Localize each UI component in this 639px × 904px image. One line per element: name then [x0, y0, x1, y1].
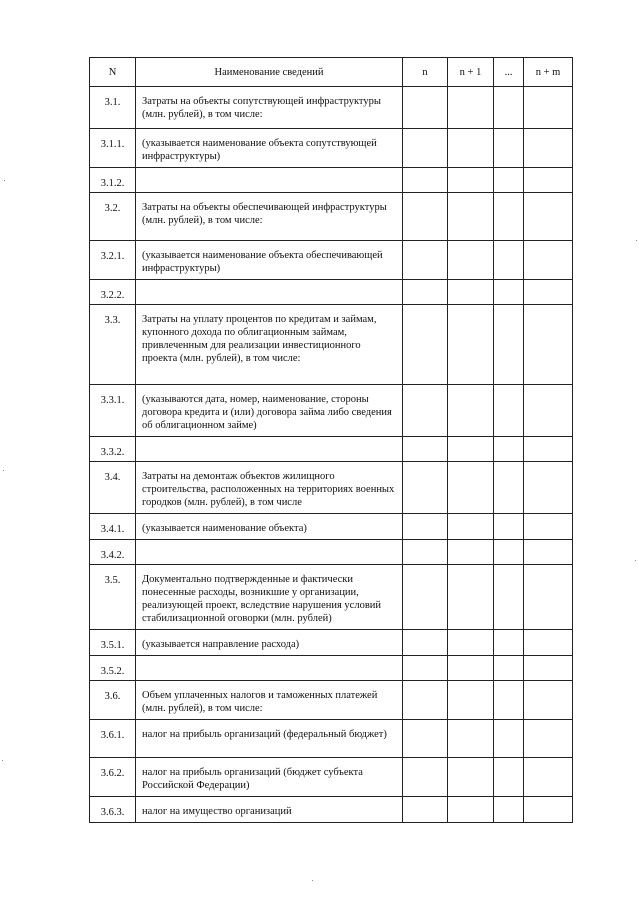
header-name: Наименование сведений — [136, 58, 403, 87]
table-row — [90, 437, 573, 462]
value-n-plus-1-cell — [448, 565, 494, 630]
scan-speck — [636, 240, 637, 241]
value-n-plus-1-cell — [448, 129, 494, 168]
row-name: (указывается наименование объекта сопутствующей инфраструктуры) — [136, 129, 403, 168]
table-row — [90, 87, 573, 129]
value-n-plus-1-cell — [448, 280, 494, 305]
table-row — [90, 385, 573, 437]
value-ellipsis-cell — [494, 514, 524, 540]
row-number: 3.5. — [90, 565, 136, 630]
value-ellipsis-cell — [494, 87, 524, 129]
header-ellipsis: ... — [494, 58, 524, 87]
row-number: 3.3.2. — [90, 437, 136, 462]
table-row — [90, 656, 573, 681]
value-n-plus-m-cell — [524, 87, 573, 129]
value-ellipsis-cell — [494, 168, 524, 193]
value-ellipsis-cell — [494, 280, 524, 305]
row-name — [136, 437, 403, 462]
value-ellipsis-cell — [494, 720, 524, 758]
row-name — [136, 280, 403, 305]
value-n-plus-m-cell — [524, 280, 573, 305]
row-name — [136, 168, 403, 193]
header-number: N — [90, 58, 136, 87]
value-n-plus-1-cell — [448, 514, 494, 540]
value-n-plus-m-cell — [524, 514, 573, 540]
table-row — [90, 565, 573, 630]
row-name — [136, 540, 403, 565]
row-name: Объем уплаченных налогов и таможенных платежей (млн. рублей), в том числе: — [136, 681, 403, 720]
value-n-plus-1-cell — [448, 630, 494, 656]
value-n-plus-1-cell — [448, 462, 494, 514]
value-n-plus-m-cell — [524, 720, 573, 758]
value-ellipsis-cell — [494, 565, 524, 630]
value-n-plus-m-cell — [524, 437, 573, 462]
row-name: (указываются дата, номер, наименование, стороны договора кредита и (или) договора займа либо сведения об облигационном займе) — [136, 385, 403, 437]
table-row — [90, 540, 573, 565]
value-n-cell — [403, 514, 448, 540]
value-n-plus-1-cell — [448, 656, 494, 681]
row-name: налог на прибыль организаций (бюджет субъекта Российской Федерации) — [136, 758, 403, 797]
value-n-plus-m-cell — [524, 630, 573, 656]
row-name: Затраты на объекты сопутствующей инфраструктуры (млн. рублей), в том числе: — [136, 87, 403, 129]
scan-speck — [4, 180, 5, 181]
value-n-cell — [403, 87, 448, 129]
value-n-plus-m-cell — [524, 305, 573, 385]
row-name: (указывается наименование объекта обеспечивающей инфраструктуры) — [136, 241, 403, 280]
row-name: Документально подтвержденные и фактически понесенные расходы, возникшие у организации, реализующей проект, вследствие нарушения условий стабилизационной оговорки (млн. рублей) — [136, 565, 403, 630]
value-n-plus-1-cell — [448, 241, 494, 280]
table-header-row — [90, 58, 573, 87]
header-year-n: n — [403, 58, 448, 87]
table-row — [90, 462, 573, 514]
value-n-plus-1-cell — [448, 305, 494, 385]
table-row — [90, 280, 573, 305]
value-ellipsis-cell — [494, 305, 524, 385]
value-n-plus-1-cell — [448, 797, 494, 823]
value-n-cell — [403, 129, 448, 168]
table-row — [90, 720, 573, 758]
table-row — [90, 758, 573, 797]
row-number: 3.6.3. — [90, 797, 136, 823]
value-n-cell — [403, 565, 448, 630]
row-number: 3.2. — [90, 193, 136, 241]
header-year-n-plus-m: n + m — [524, 58, 573, 87]
value-n-cell — [403, 462, 448, 514]
row-number: 3.2.2. — [90, 280, 136, 305]
table-body — [90, 87, 573, 823]
value-ellipsis-cell — [494, 540, 524, 565]
value-n-plus-m-cell — [524, 462, 573, 514]
value-n-cell — [403, 758, 448, 797]
row-number: 3.2.1. — [90, 241, 136, 280]
value-n-cell — [403, 720, 448, 758]
value-n-cell — [403, 168, 448, 193]
header-year-n-plus-1: n + 1 — [448, 58, 494, 87]
row-name: (указывается наименование объекта) — [136, 514, 403, 540]
row-number: 3.3.1. — [90, 385, 136, 437]
value-n-plus-1-cell — [448, 385, 494, 437]
value-ellipsis-cell — [494, 758, 524, 797]
row-number: 3.3. — [90, 305, 136, 385]
row-number: 3.5.2. — [90, 656, 136, 681]
scan-speck — [2, 760, 3, 761]
value-n-plus-m-cell — [524, 656, 573, 681]
data-table — [89, 57, 573, 823]
value-n-plus-m-cell — [524, 129, 573, 168]
row-name: налог на прибыль организаций (федеральный бюджет) — [136, 720, 403, 758]
table-row — [90, 630, 573, 656]
value-n-plus-m-cell — [524, 758, 573, 797]
value-n-cell — [403, 305, 448, 385]
value-n-cell — [403, 681, 448, 720]
table-row — [90, 305, 573, 385]
value-n-plus-1-cell — [448, 758, 494, 797]
value-ellipsis-cell — [494, 437, 524, 462]
value-n-plus-1-cell — [448, 87, 494, 129]
value-n-plus-1-cell — [448, 437, 494, 462]
value-n-cell — [403, 797, 448, 823]
scan-speck — [635, 560, 636, 561]
row-name: Затраты на уплату процентов по кредитам и займам, купонного дохода по облигационным займам, привлеченным для реализации инвестиционного проекта (млн. рублей), в том числе: — [136, 305, 403, 385]
value-n-plus-m-cell — [524, 241, 573, 280]
value-n-plus-m-cell — [524, 565, 573, 630]
row-number: 3.6.2. — [90, 758, 136, 797]
row-name: налог на имущество организаций — [136, 797, 403, 823]
table-row — [90, 168, 573, 193]
value-n-plus-m-cell — [524, 193, 573, 241]
value-n-cell — [403, 630, 448, 656]
value-ellipsis-cell — [494, 462, 524, 514]
row-number: 3.4.2. — [90, 540, 136, 565]
table-row — [90, 681, 573, 720]
value-ellipsis-cell — [494, 385, 524, 437]
row-number: 3.5.1. — [90, 630, 136, 656]
value-n-cell — [403, 241, 448, 280]
row-number: 3.1.2. — [90, 168, 136, 193]
value-n-cell — [403, 385, 448, 437]
value-n-plus-1-cell — [448, 168, 494, 193]
value-n-cell — [403, 280, 448, 305]
table-row — [90, 193, 573, 241]
value-n-plus-m-cell — [524, 681, 573, 720]
row-number: 3.1.1. — [90, 129, 136, 168]
value-ellipsis-cell — [494, 193, 524, 241]
value-ellipsis-cell — [494, 630, 524, 656]
value-ellipsis-cell — [494, 241, 524, 280]
value-ellipsis-cell — [494, 681, 524, 720]
row-name: Затраты на объекты обеспечивающей инфраструктуры (млн. рублей), в том числе: — [136, 193, 403, 241]
row-number: 3.4.1. — [90, 514, 136, 540]
scan-speck — [312, 880, 313, 881]
value-n-plus-1-cell — [448, 193, 494, 241]
value-n-cell — [403, 193, 448, 241]
row-name — [136, 656, 403, 681]
value-n-cell — [403, 437, 448, 462]
value-n-plus-m-cell — [524, 540, 573, 565]
value-ellipsis-cell — [494, 797, 524, 823]
row-number: 3.6. — [90, 681, 136, 720]
row-name: Затраты на демонтаж объектов жилищного строительства, расположенных на территориях военных городков (млн. рублей), в том числе — [136, 462, 403, 514]
table-row — [90, 797, 573, 823]
value-ellipsis-cell — [494, 656, 524, 681]
row-name: (указывается направление расхода) — [136, 630, 403, 656]
scan-speck — [3, 470, 4, 471]
table-row — [90, 241, 573, 280]
value-n-cell — [403, 656, 448, 681]
row-number: 3.4. — [90, 462, 136, 514]
value-n-plus-1-cell — [448, 540, 494, 565]
value-n-cell — [403, 540, 448, 565]
value-n-plus-1-cell — [448, 681, 494, 720]
row-number: 3.1. — [90, 87, 136, 129]
table-row — [90, 129, 573, 168]
value-n-plus-m-cell — [524, 797, 573, 823]
value-n-plus-m-cell — [524, 385, 573, 437]
row-number: 3.6.1. — [90, 720, 136, 758]
value-n-plus-1-cell — [448, 720, 494, 758]
table-row — [90, 514, 573, 540]
value-n-plus-m-cell — [524, 168, 573, 193]
value-ellipsis-cell — [494, 129, 524, 168]
